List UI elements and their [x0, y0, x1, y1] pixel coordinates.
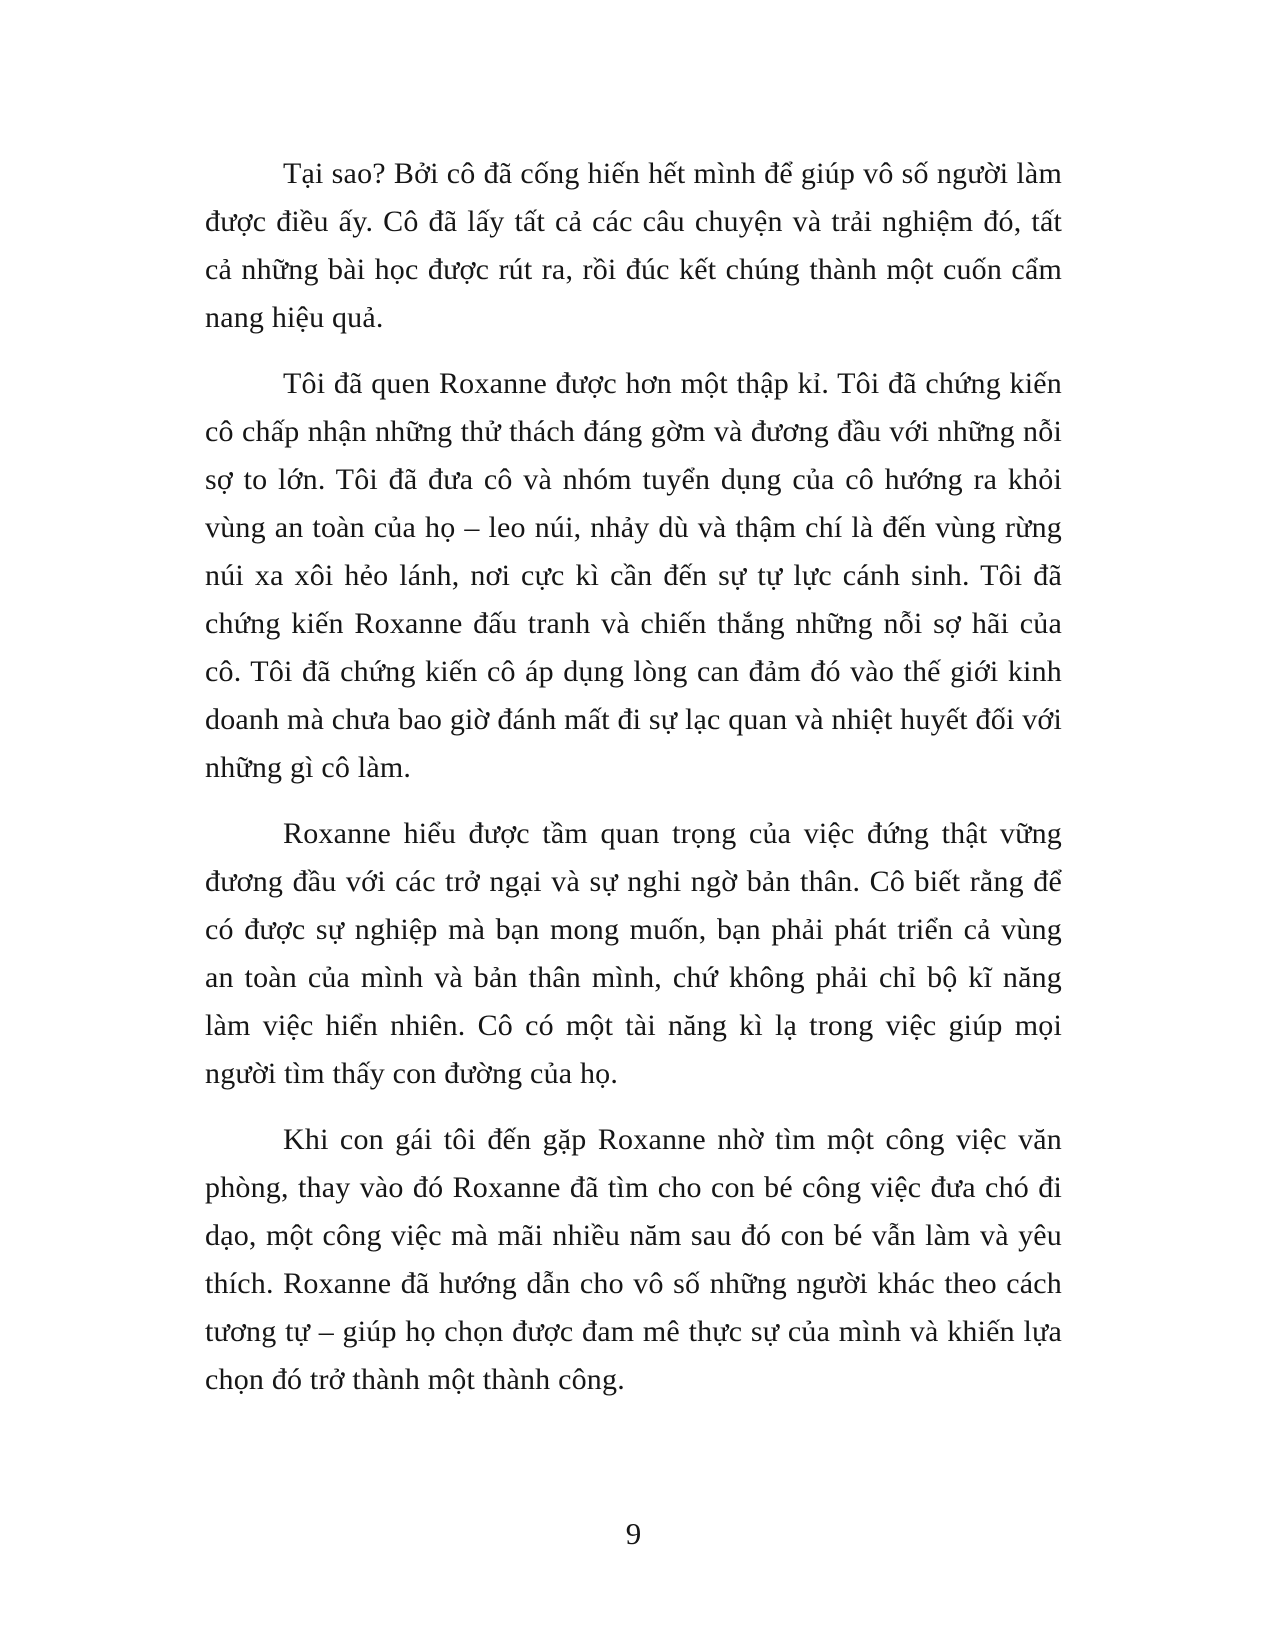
paragraph: Tôi đã quen Roxanne được hơn một thập kỉ. Tôi đã chứng kiến cô chấp nhận những thử thách đáng gờm và đương đầu với những nỗi sợ to lớn. Tôi đã đưa cô và nhóm tuyển dụng của cô hướng ra khỏi vùng an toàn của họ – leo núi, nhảy dù và thậm chí là đến vùng rừng núi xa xôi hẻo lánh, nơi cực kì cần đến sự tự lực cánh sinh. Tôi đã chứng kiến Roxanne đấu tranh và chiến thắng những nỗi sợ hãi của cô. Tôi đã chứng kiến cô áp dụng lòng can đảm đó vào thế giới kinh doanh mà chưa bao giờ đánh mất đi sự lạc quan và nhiệt huyết đối với những gì cô làm. — [205, 367, 1062, 784]
paragraph: Khi con gái tôi đến gặp Roxanne nhờ tìm một công việc văn phòng, thay vào đó Roxanne đã tìm cho con bé công việc đưa chó đi dạo, một công việc mà mãi nhiều năm sau đó con bé vẫn làm và yêu thích. Roxanne đã hướng dẫn cho vô số những người khác theo cách tương tự – giúp họ chọn được đam mê thực sự của mình và khiến lựa chọn đó trở thành một thành công. — [205, 1123, 1062, 1396]
body-text — [205, 150, 1062, 1404]
paragraph: Tại sao? Bởi cô đã cống hiến hết mình để giúp vô số người làm được điều ấy. Cô đã lấy tất cả các câu chuyện và trải nghiệm đó, tất cả những bài học được rút ra, rồi đúc kết chúng thành một cuốn cẩm nang hiệu quả. — [205, 157, 1062, 334]
paragraph: Roxanne hiểu được tầm quan trọng của việc đứng thật vững đương đầu với các trở ngại và sự nghi ngờ bản thân. Cô biết rằng để có được sự nghiệp mà bạn mong muốn, bạn phải phát triển cả vùng an toàn của mình và bản thân mình, chứ không phải chỉ bộ kĩ năng làm việc hiển nhiên. Cô có một tài năng kì lạ trong việc giúp mọi người tìm thấy con đường của họ. — [205, 817, 1062, 1090]
page-number: 9 — [625, 1516, 642, 1551]
